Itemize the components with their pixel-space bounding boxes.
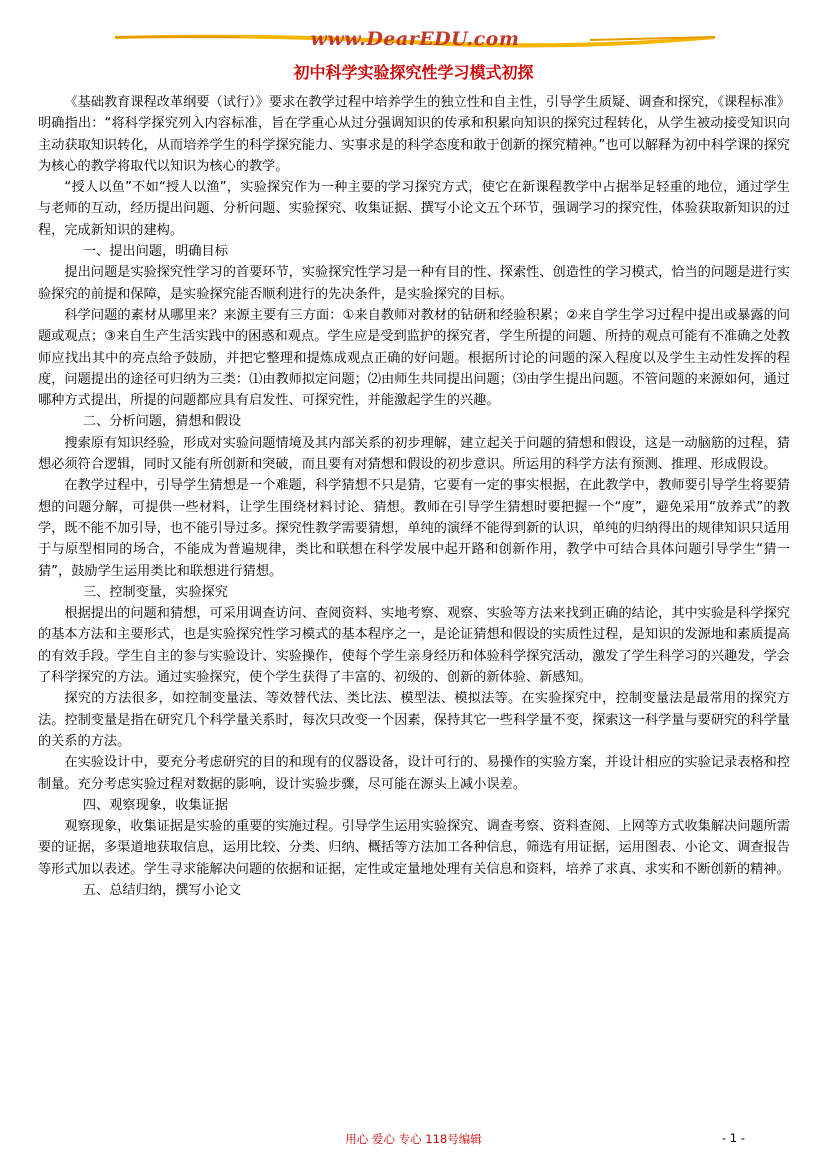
page-number: - 1 - — [722, 1131, 745, 1145]
paragraph: 在教学过程中，引导学生猜想是一个难题，科学猜想不只是猜，它要有一定的事实根据，在此教学中，教师要引导学生将要猜想的问题分解，可提供一些材料，让学生围绕材料讨论、猜想。教师在引导学生猜想时要把握一个“度”，避免采用“放养式”的教学，既不能不加引导，也不能引导过多。探究性教学需要猜想，单纯的演绎不能得到新的认识，单纯的归纳得出的规律知识只适用于与原型相同的场合，不能成为普遍规律，类比和联想在科学发展中起开路和创新作用，教学中可结合具体问题引导学生“猜一猜”，鼓励学生运用类比和联想进行猜想。 — [38, 478, 790, 579]
paragraph: “授人以鱼”不如“授人以渔”，实验探究作为一种主要的学习探究方式，使它在新课程教学中占据举足轻重的地位，通过学生与老师的互动，经历提出问题、分析问题、实验探究、收集证据、撰写小论文五个环节，强调学习的探究性，体验获取新知识的过程，完成新知识的建构。 — [38, 180, 790, 238]
paragraph: 探究的方法很多，如控制变量法、等效替代法、类比法、模型法、模拟法等。在实验探究中，控制变量法是最常用的探究方法。控制变量是指在研究几个科学量关系时，每次只改变一个因素，保持其它一些科学量不变，探索这一科学量与要研究的科学量的关系的方法。 — [38, 691, 790, 749]
section-heading: 三、控制变量，实验探究 — [82, 584, 228, 600]
document-body — [38, 92, 790, 901]
site-banner — [110, 26, 720, 56]
paragraph: 在实验设计中，要充分考虑研究的目的和现有的仪器设备，设计可行的、易操作的实验方案，并设计相应的实验记录表格和控制量。充分考虑实验过程对数据的影响，设计实验步骤，尽可能在源头上减小误差。 — [38, 755, 790, 792]
site-url[interactable]: www.DearEDU.com — [310, 28, 520, 50]
document-title: 初中科学实验探究性学习模式初探 — [293, 63, 534, 82]
paragraph: 科学问题的素材从哪里来？来源主要有三方面：①来自教师对教材的钻研和经验积累；②来自学生学习过程中提出或暴露的问题或观点；③来自生产生活实践中的困惑和观点。学生应是受到监护的探究者，学生所提的问题、所持的观点可能有不准确之处教师应找出其中的亮点给予鼓励，并把它整理和提炼成观点正确的好问题。根据所讨论的问题的深入程度以及学生主动性发挥的程度，问题提出的途径可归纳为三类：⑴由教师拟定问题；⑵由师生共同提出问题；⑶由学生提出问题。不管问题的来源如何，通过哪种方式提出，所提的问题都应具有启发性、可探究性，并能激起学生的兴趣。 — [38, 307, 790, 409]
paragraph: 观察现象，收集证据是实验的重要的实施过程。引导学生运用实验探究、调查考察、资料查阅、上网等方式收集解决问题所需要的证据，多渠道地获取信息，运用比较、分类、归纳、概括等方法加工各种信息，筛选有用证据，运用图表、小论文、调查报告等形式加以表述。学生寻求能解决问题的依据和证据，定性或定量地处理有关信息和资料，培养了求真、求实和不断创新的精神。 — [38, 819, 790, 877]
paragraph: 根据提出的问题和猜想，可采用调查访问、查阅资料、实地考察、观察、实验等方法来找到正确的结论，其中实验是科学探究的基本方法和主要形式，也是实验探究性学习模式的基本程序之一，是论证猜想和假设的实质性过程，是知识的发源地和素质提高的有效手段。学生自主的参与实验设计、实验操作，使每个学生亲身经历和体验科学探究活动，激发了学生科学习的兴趣发，学会了科学探究的方法。通过实验探究，使个学生获得了丰富的、初级的、创新的新体验、新感知。 — [38, 606, 790, 686]
section-heading: 五、总结归纳，撰写小论文 — [82, 882, 242, 898]
paragraph: 《基础教育课程改革纲要（试行）》要求在教学过程中培养学生的独立性和自主性，引导学生质疑、调查和探究，《课程标准》明确指出：“将科学探究列入内容标准，旨在学重心从过分强调知识的传承和积累向知识的探究过程转化，从学生被动接受知识向主动获取知识转化，从而培养学生的科学探究能力、实事求是的科学态度和敢于创新的探究精神。”也可以解释为初中科学课的探究为核心的教学将取代以知识为核心的教学。 — [38, 95, 790, 174]
paragraph: 提出问题是实验探究性学习的首要环节，实验探究性学习是一种有目的性、探索性、创造性的学习模式，恰当的问题是进行实验探究的前提和保障，是实验探究能否顺利进行的先决条件，是实验探究的目标。 — [38, 265, 790, 302]
section-heading: 二、分析问题，猜想和假设 — [82, 414, 242, 430]
paragraph: 搜索原有知识经验，形成对实验问题情境及其内部关系的初步理解，建立起关于问题的猜想和假设，这是一动脑筋的过程，猜想必须符合逻辑，同时又能有所创新和突破，而且要有对猜想和假设的初步意识。所运用的科学方法有预测、推理、形成假设。 — [38, 435, 790, 473]
footer-text: 用心 爱心 专心 118号编辑 — [345, 1132, 482, 1146]
section-heading: 一、提出问题，明确目标 — [82, 244, 228, 260]
section-heading: 四、观察现象，收集证据 — [82, 797, 228, 813]
